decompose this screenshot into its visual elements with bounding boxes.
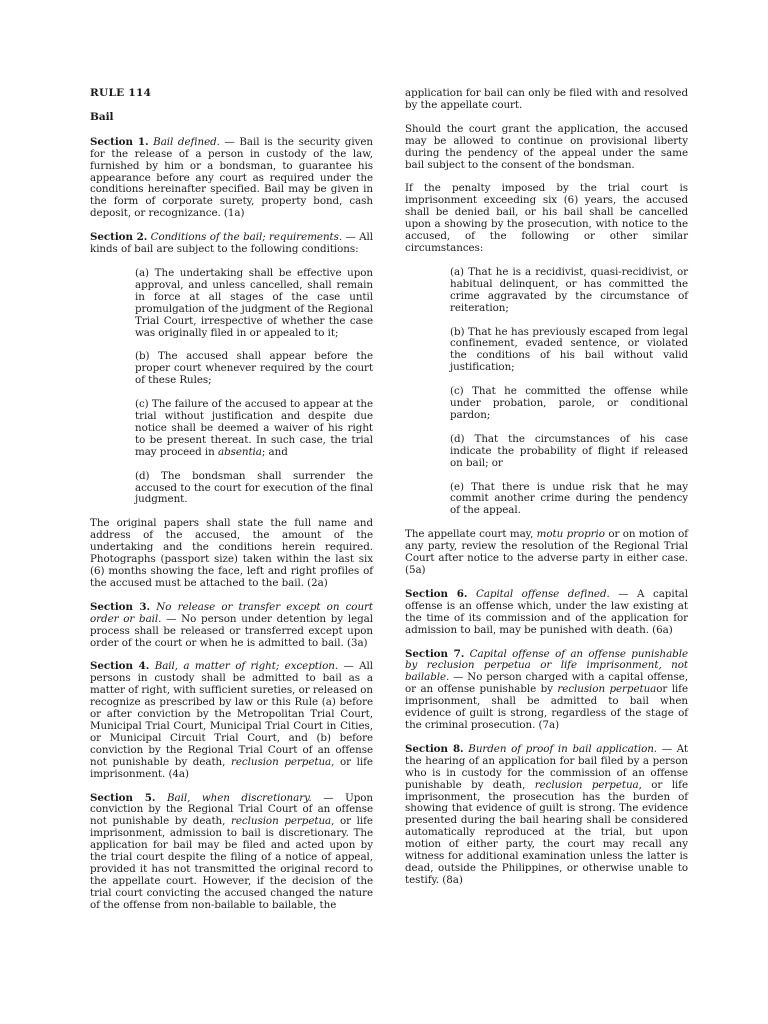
section-5-label: Section 5. [90,791,156,804]
section-1-body: — Bail is the security given for the release of a person in custody of the law, furnished by him or a bondsman, to guarantee his appearance before any court as required under the conditions hereinafter specified. Bail may be given in the form of corporate surety, property bond, cash deposit, or recognizance. (1a) [90,135,373,220]
section-2-closing: The original papers shall state the full name and address of the accused, the amount of the undertaking and the conditions herein required. Photographs (passport size) taken within the last six (6) months showing the face, left and right profiles of the accused must be attached to the bail. (2a) [90,517,373,589]
section-4-body: — All persons in custody shall be admitted to bail as a matter of right, with sufficient sureties, or released on recognize as prescribed by law or this Rule (a) before or after conviction by the Metropolitan Trial Court, Municipal Trial Court, Municipal Trial Court in Cities, or Municipal Circuit Trial Court, and (b) before conviction by the Regional Trial Court of an offense not punishable by death, [90,660,373,768]
section-7-post: or life imprisonment, shall be admitted to bail when evidence of guilt is strong, regardless of the stage of the criminal prosecution. (7a) [405,683,688,731]
section-5-closing-post: or on motion of any party, review the resolution of the Regional Trial Court after notice to the adverse party in either case. (5a) [405,528,689,576]
section-5-closing [405,529,688,577]
section-5-item-a: (a) That he is a recidivist, quasi-recidivist, or habitual delinquent, or has committed the crime aggravated by the circumstance of reiteration; [450,265,688,314]
section-8-title: Burden of proof in bail application. [468,742,658,755]
section-2-item-c [135,399,373,459]
section-2-item-b: (b) The accused shall appear before the proper court whenever required by the court of these Rules; [135,350,373,387]
section-5-continued: application for bail can only be filed with and resolved by the appellate court. [405,87,688,111]
section-5-italic: reclusion perpetua [231,815,332,828]
section-5-item-d: (d) That the circumstances of his case indicate the probability of flight if released on bail; or [450,432,688,469]
section-8 [405,744,688,887]
section-6-body: — A capital offense is an offense which, under the law existing at the time of its commission and of the application for admission to bail, may be punished with death. (6a) [405,587,688,636]
section-3-title: No release or transfer except on court order or bail. [90,600,373,625]
section-5-closing-pre: The appellate court may, [405,528,537,541]
section-6-title: Capital offense defined. [475,587,610,600]
left-column [90,88,373,924]
chapter-title: Bail [90,110,114,123]
section-2-item-c-post: ; and [261,445,288,458]
section-7 [405,649,688,732]
section-2-item-a: (a) The undertaking shall be effective upon approval, and unless cancelled, shall remain in force at all stages of the case until promulgation of the judgment of the Regional Trial Court, irrespective of whether the case was originally filed in or appealed to it; [135,266,373,339]
section-2-body: — All kinds of bail are subject to the following conditions: [90,231,373,256]
section-1-title: Bail defined. [153,135,220,148]
section-5-para-3: If the penalty imposed by the trial court is imprisonment exceeding six (6) years, the accused shall be denied bail, or his bail shall be cancelled upon a showing by the prosecution, with notice to the accused, of the following or other similar circumstances: [405,182,688,254]
section-8-label: Section 8. [405,742,464,755]
section-2-label: Section 2. [90,231,148,244]
section-1-label: Section 1. [90,135,149,148]
section-4-post: , or life imprisonment. (4a) [90,755,373,780]
section-7-title: Capital offense of an offense punishable by reclusion perpetua or life imprisonment, not bailable. [405,647,688,684]
section-4-title: Bail, a matter of right; exception. [154,660,339,673]
section-5-body: — Upon conviction by the Regional Trial Court of an offense not punishable by death, [90,791,373,828]
right-column [405,88,688,899]
section-5-item-b: (b) That he has previously escaped from legal confinement, evaded sentence, or violated the conditions of his bail without valid justification; [450,325,688,374]
section-3-body: — No person under detention by legal process shall be released or transferred except upon order of the court or when he is admitted to bail. (3a) [90,612,373,649]
section-2 [90,232,373,256]
section-5-closing-italic: motu proprio [536,528,605,541]
section-6-label: Section 6. [405,587,468,600]
section-2-item-c-italic: absentia [217,445,262,458]
section-7-body: — No person charged with a capital offense, or an offense punishable by [405,671,688,696]
section-8-italic: reclusion perpetua [534,778,639,791]
section-7-italic: reclusion perpetua [557,683,657,696]
rule-title: RULE 114 [90,87,152,99]
section-5-item-e: (e) That there is undue risk that he may commit another crime during the pendency of the appeal. [450,480,688,517]
section-4-italic: reclusion perpetua [231,755,332,768]
section-1 [90,137,373,220]
section-2-item-c-pre: (c) The failure of the accused to appear at the trial without justification and despite due notice shall be deemed a waiver of his right to be present thereat. In such case, the trial may proceed in [135,398,373,458]
section-4 [90,661,373,780]
section-4-label: Section 4. [90,660,150,673]
section-5-para-2: Should the court grant the application, the accused may be allowed to continue on provisional liberty during the pendency of the appeal under the same bail subject to the consent of the bondsman. [405,122,688,171]
section-5-post: , or life imprisonment, admission to bail is discretionary. The application for bail may be filed and acted upon by the trial court despite the filing of a notice of appeal, provided it has not transmitted the original record to the appellate court. However, if the decision of the trial court convicting the accused changed the nature of the offense from non-bailable to bailable, the [90,815,373,911]
section-8-body: — At the hearing of an application for bail filed by a person who is in custody for the commission of an offense punishable by death, [405,742,688,791]
section-2-title: Conditions of the bail; requirements. [150,231,343,244]
section-3 [90,602,373,650]
section-8-post: , or life imprisonment, the prosecution has the burden of showing that evidence of guilt is strong. The evidence presented during the bail hearing shall be considered automatically reproduced at the trial, but upon motion of either party, the court may recall any witness for additional examination unless the latter is dead, outside the Philippines, or otherwise unable to testify. (8a) [405,778,688,886]
section-2-item-d: (d) The bondsman shall surrender the accused to the court for execution of the final judgment. [135,469,373,506]
section-7-label: Section 7. [405,647,465,660]
section-5 [90,793,373,912]
section-5-title: Bail, when discretionary. [167,791,312,804]
section-6 [405,589,688,637]
section-3-label: Section 3. [90,600,151,613]
section-5-item-c: (c) That he committed the offense while under probation, parole, or conditional pardon; [450,385,688,421]
